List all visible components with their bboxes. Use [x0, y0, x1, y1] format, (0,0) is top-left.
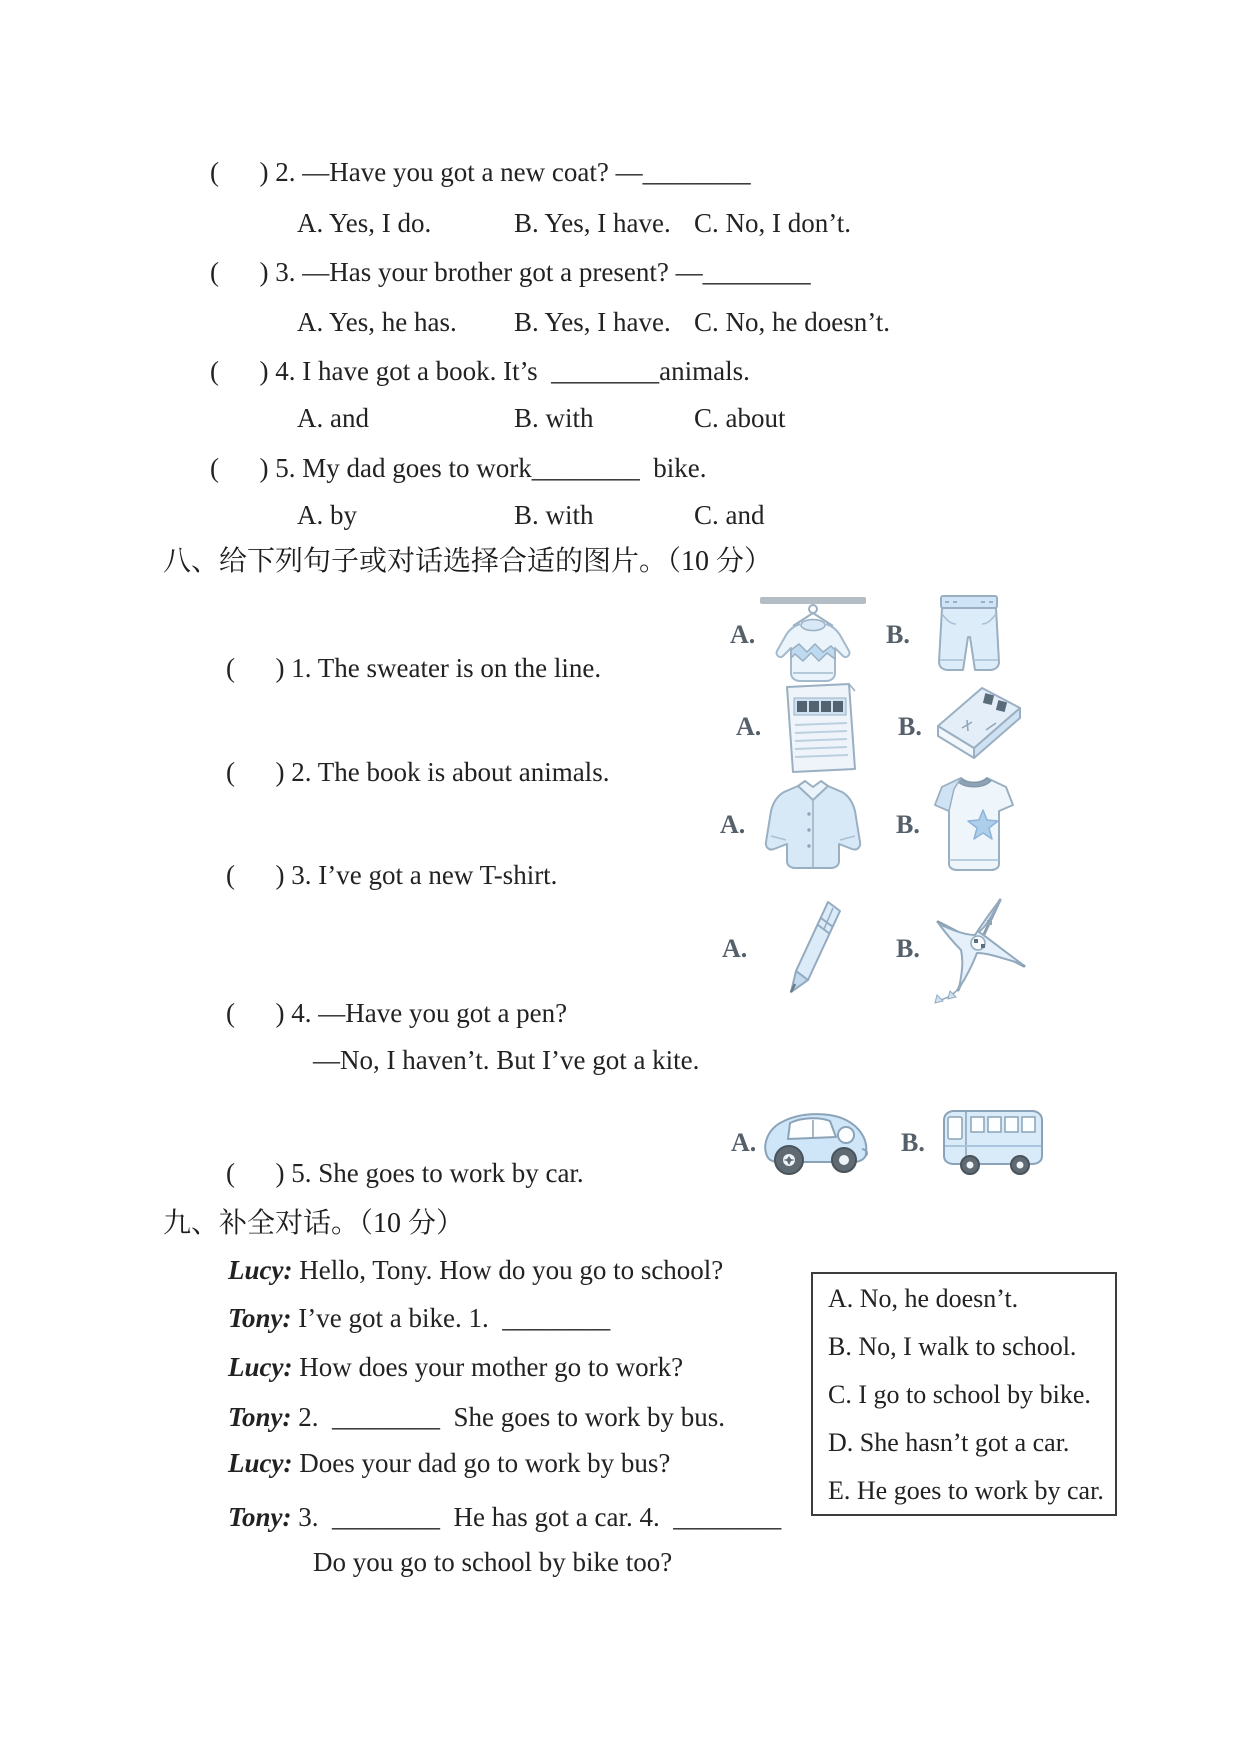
dialogue-continuation-line — [313, 1546, 672, 1579]
option: C. and — [694, 500, 765, 530]
answer-choices-box — [811, 1272, 1117, 1516]
pen-icon — [786, 898, 848, 1007]
picture-option-label: B. — [901, 1128, 925, 1157]
answer-choice: D. She hasn’t got a car. — [828, 1428, 1070, 1457]
dialogue-text: I’ve got a bike. 1. ________ — [291, 1303, 611, 1333]
question-line: ( ) 4. —Have you got a pen? — [226, 998, 568, 1028]
option: C. about — [694, 403, 786, 433]
question-continuation-line: —No, I haven’t. But I’ve got a kite. — [313, 1045, 700, 1075]
question-line: ( ) 2. —Have you got a new coat? —________ — [210, 157, 751, 187]
dialogue-line — [228, 1351, 683, 1384]
answer-choice: B. No, I walk to school. — [828, 1332, 1077, 1361]
dialogue-text: 3. ________ He has got a car. 4. ________ — [291, 1502, 782, 1532]
picture-option-label: A. — [722, 934, 748, 963]
bus-icon — [940, 1104, 1046, 1183]
shirt-icon — [762, 778, 864, 875]
dialogue-text: 2. ________ She goes to work by bus. — [291, 1402, 726, 1432]
kite-icon — [926, 894, 1034, 1009]
car-icon — [758, 1106, 872, 1187]
option: B. with — [514, 500, 594, 530]
speaker-name: Tony: — [228, 1502, 292, 1532]
question-line: ( ) 3. —Has your brother got a present? —________ — [210, 257, 811, 287]
picture-option-label: B. — [896, 810, 920, 839]
speaker-name: Tony: — [228, 1402, 292, 1432]
book-icon — [928, 676, 1026, 775]
question-line: ( ) 5. My dad goes to work________ bike. — [210, 453, 707, 483]
question-line: ( ) 1. The sweater is on the line. — [226, 653, 602, 683]
dialogue-line — [228, 1254, 723, 1287]
speaker-name: Lucy: — [228, 1352, 293, 1382]
picture-option-label: B. — [898, 712, 922, 741]
option: A. Yes, he has. — [297, 307, 457, 337]
option: B. Yes, I have. — [514, 208, 671, 238]
picture-option-label: B. — [886, 620, 910, 649]
picture-option-label: A. — [720, 810, 746, 839]
dialogue-line — [228, 1447, 670, 1480]
question-line: ( ) 2. The book is about animals. — [226, 757, 610, 787]
option: A. by — [297, 500, 357, 530]
speaker-name: Lucy: — [228, 1448, 293, 1478]
answer-choice: E. He goes to work by car. — [828, 1476, 1104, 1505]
section8-title: 八、给下列句子或对话选择合适的图片。（10 分） — [163, 546, 773, 577]
question-line: ( ) 5. She goes to work by car. — [226, 1158, 584, 1188]
option: B. Yes, I have. — [514, 307, 671, 337]
option: C. No, he doesn’t. — [694, 307, 890, 337]
picture-option-label: B. — [896, 934, 920, 963]
shorts-icon — [936, 592, 1002, 685]
dialogue-text: Hello, Tony. How do you go to school? — [292, 1255, 724, 1285]
option: A. Yes, I do. — [297, 208, 432, 238]
answer-choice: C. I go to school by bike. — [828, 1380, 1091, 1409]
dialogue-text: Does your dad go to work by bus? — [292, 1448, 671, 1478]
dialogue-text: Do you go to school by bike too? — [313, 1547, 673, 1577]
picture-option-label: A. — [736, 712, 762, 741]
question-line: ( ) 4. I have got a book. It’s ________animals. — [210, 356, 750, 386]
speaker-name: Lucy: — [228, 1255, 293, 1285]
option: B. with — [514, 403, 594, 433]
answer-choice: A. No, he doesn’t. — [828, 1284, 1019, 1313]
sweater-on-line-icon — [760, 592, 866, 691]
dialogue-text: How does your mother go to work? — [292, 1352, 684, 1382]
option: A. and — [297, 403, 369, 433]
dialogue-line — [228, 1401, 725, 1434]
option: C. No, I don’t. — [694, 208, 852, 238]
section9-title: 九、补全对话。（10 分） — [163, 1208, 465, 1239]
t-shirt-icon — [933, 772, 1015, 877]
picture-option-label: A. — [730, 620, 756, 649]
dialogue-line — [228, 1302, 610, 1335]
speaker-name: Tony: — [228, 1303, 292, 1333]
question-line: ( ) 3. I’ve got a new T-shirt. — [226, 860, 558, 890]
dialogue-line — [228, 1501, 781, 1534]
picture-option-label: A. — [731, 1128, 757, 1157]
newspaper-icon — [779, 681, 863, 780]
